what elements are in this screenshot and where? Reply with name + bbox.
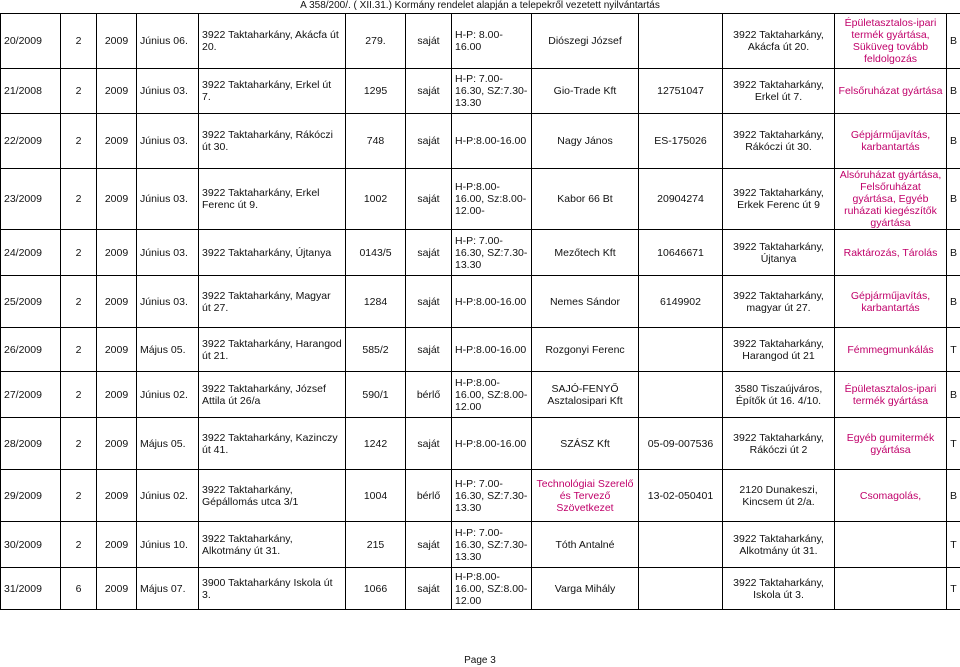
cell-activity: Épületasztalos-ipari termék gyártása xyxy=(835,372,947,418)
cell-status: B xyxy=(947,169,960,230)
cell-status: B xyxy=(947,14,960,69)
cell-activity: Alsóruházat gyártása, Felsőruházat gyártása, Egyéb ruházati kiegészítők gyártása xyxy=(835,169,947,230)
cell-date: Június 03. xyxy=(137,276,199,328)
cell-opening-hours: H-P: 7.00-16.30, SZ:7.30-13.30 xyxy=(452,522,532,568)
cell-site-address: 3922 Taktaharkány, Rákóczi út 30. xyxy=(199,114,346,169)
cell-operator-address: 3922 Taktaharkány, Rákóczi út 2 xyxy=(723,418,835,470)
cell-year: 2009 xyxy=(97,230,137,276)
cell-category: 2 xyxy=(61,372,97,418)
cell-ownership: saját xyxy=(406,69,452,114)
cell-parcel-number: 215 xyxy=(346,522,406,568)
cell-status: T xyxy=(947,568,960,610)
cell-status: B xyxy=(947,372,960,418)
cell-activity xyxy=(835,568,947,610)
cell-registration-number xyxy=(639,568,723,610)
cell-operator-name: Rozgonyi Ferenc xyxy=(532,328,639,372)
cell-operator-address: 3922 Taktaharkány, magyar út 27. xyxy=(723,276,835,328)
cell-opening-hours: H-P: 7.00-16.30, SZ:7.30-13.30 xyxy=(452,69,532,114)
cell-registry-number: 23/2009 xyxy=(1,169,61,230)
cell-operator-name: Technológiai Szerelő és Tervező Szövetkezet xyxy=(532,470,639,522)
cell-opening-hours: H-P: 8.00-16.00 xyxy=(452,14,532,69)
cell-operator-address: 3922 Taktaharkány, Rákóczi út 30. xyxy=(723,114,835,169)
table-row xyxy=(1,69,960,114)
cell-status: T xyxy=(947,418,960,470)
cell-parcel-number: 279. xyxy=(346,14,406,69)
cell-operator-name: Diószegi József xyxy=(532,14,639,69)
table-row xyxy=(1,169,960,230)
cell-parcel-number: 748 xyxy=(346,114,406,169)
cell-operator-name: Gio-Trade Kft xyxy=(532,69,639,114)
cell-ownership: saját xyxy=(406,568,452,610)
cell-registration-number xyxy=(639,522,723,568)
cell-registry-number: 20/2009 xyxy=(1,14,61,69)
cell-year: 2009 xyxy=(97,169,137,230)
cell-ownership: saját xyxy=(406,418,452,470)
cell-registry-number: 26/2009 xyxy=(1,328,61,372)
cell-date: Június 02. xyxy=(137,470,199,522)
cell-opening-hours: H-P:8.00-16.00 xyxy=(452,276,532,328)
cell-opening-hours: H-P: 7.00-16.30, SZ:7.30-13.30 xyxy=(452,470,532,522)
cell-registration-number: 12751047 xyxy=(639,69,723,114)
cell-activity: Fémmegmunkálás xyxy=(835,328,947,372)
cell-date: Május 05. xyxy=(137,418,199,470)
cell-date: Június 02. xyxy=(137,372,199,418)
cell-year: 2009 xyxy=(97,276,137,328)
cell-site-address: 3900 Taktaharkány Iskola út 3. xyxy=(199,568,346,610)
cell-opening-hours: H-P:8.00-16.00 xyxy=(452,114,532,169)
cell-parcel-number: 0143/5 xyxy=(346,230,406,276)
cell-site-address: 3922 Taktaharkány, Magyar út 27. xyxy=(199,276,346,328)
cell-ownership: bérlő xyxy=(406,372,452,418)
cell-opening-hours: H-P: 7.00-16.30, SZ:7.30-13.30 xyxy=(452,230,532,276)
table-row xyxy=(1,372,960,418)
cell-activity: Raktározás, Tárolás xyxy=(835,230,947,276)
cell-opening-hours: H-P:8.00-16.00, Sz:8.00-12.00- xyxy=(452,169,532,230)
cell-ownership: saját xyxy=(406,328,452,372)
cell-parcel-number: 1295 xyxy=(346,69,406,114)
table-row xyxy=(1,418,960,470)
cell-category: 2 xyxy=(61,470,97,522)
cell-date: Június 03. xyxy=(137,69,199,114)
cell-opening-hours: H-P:8.00-16.00 xyxy=(452,328,532,372)
cell-registry-number: 27/2009 xyxy=(1,372,61,418)
cell-site-address: 3922 Taktaharkány, Erkel út 7. xyxy=(199,69,346,114)
cell-year: 2009 xyxy=(97,522,137,568)
cell-status: B xyxy=(947,470,960,522)
cell-registry-number: 21/2008 xyxy=(1,69,61,114)
cell-operator-name: Mezőtech Kft xyxy=(532,230,639,276)
cell-opening-hours: H-P:8.00-16.00 xyxy=(452,418,532,470)
cell-status: B xyxy=(947,230,960,276)
cell-category: 2 xyxy=(61,328,97,372)
cell-opening-hours: H-P:8.00-16.00, SZ:8.00-12.00 xyxy=(452,568,532,610)
cell-site-address: 3922 Taktaharkány, Erkel Ferenc út 9. xyxy=(199,169,346,230)
page-number: Page 3 xyxy=(464,655,496,666)
cell-year: 2009 xyxy=(97,69,137,114)
registry-table xyxy=(0,13,960,610)
cell-category: 2 xyxy=(61,522,97,568)
cell-category: 2 xyxy=(61,69,97,114)
cell-operator-address: 3922 Taktaharkány, Erkek Ferenc út 9 xyxy=(723,169,835,230)
cell-parcel-number: 1004 xyxy=(346,470,406,522)
cell-date: Május 05. xyxy=(137,328,199,372)
cell-year: 2009 xyxy=(97,114,137,169)
table-row xyxy=(1,114,960,169)
cell-operator-name: Tóth Antalné xyxy=(532,522,639,568)
cell-registry-number: 29/2009 xyxy=(1,470,61,522)
cell-operator-address: 3922 Taktaharkány, Erkel út 7. xyxy=(723,69,835,114)
cell-site-address: 3922 Taktaharkány, Gépállomás utca 3/1 xyxy=(199,470,346,522)
cell-activity xyxy=(835,522,947,568)
cell-year: 2009 xyxy=(97,568,137,610)
cell-ownership: saját xyxy=(406,522,452,568)
cell-date: Június 03. xyxy=(137,169,199,230)
cell-registration-number xyxy=(639,372,723,418)
cell-ownership: saját xyxy=(406,14,452,69)
cell-date: Június 10. xyxy=(137,522,199,568)
cell-site-address: 3922 Taktaharkány, Harangod út 21. xyxy=(199,328,346,372)
table-row xyxy=(1,568,960,610)
cell-year: 2009 xyxy=(97,372,137,418)
cell-registration-number: 6149902 xyxy=(639,276,723,328)
cell-ownership: saját xyxy=(406,276,452,328)
cell-category: 2 xyxy=(61,169,97,230)
cell-parcel-number: 1284 xyxy=(346,276,406,328)
cell-operator-address: 3922 Taktaharkány, Harangod út 21 xyxy=(723,328,835,372)
cell-category: 2 xyxy=(61,230,97,276)
cell-date: Május 07. xyxy=(137,568,199,610)
cell-year: 2009 xyxy=(97,14,137,69)
cell-date: Június 06. xyxy=(137,14,199,69)
table-row xyxy=(1,14,960,69)
cell-operator-address: 3922 Taktaharkány, Akácfa út 20. xyxy=(723,14,835,69)
cell-activity: Csomagolás, xyxy=(835,470,947,522)
cell-registration-number xyxy=(639,14,723,69)
cell-status: B xyxy=(947,114,960,169)
cell-registry-number: 24/2009 xyxy=(1,230,61,276)
cell-status: T xyxy=(947,522,960,568)
cell-operator-name: Nagy János xyxy=(532,114,639,169)
cell-registration-number: ES-175026 xyxy=(639,114,723,169)
document-title: A 358/200/. ( XII.31.) Kormány rendelet alapján a telepekről vezetett nyilvántartás xyxy=(300,0,660,11)
cell-category: 2 xyxy=(61,114,97,169)
cell-operator-address: 3922 Taktaharkány, Alkotmány út 31. xyxy=(723,522,835,568)
cell-registry-number: 30/2009 xyxy=(1,522,61,568)
cell-year: 2009 xyxy=(97,328,137,372)
cell-operator-address: 3922 Taktaharkány, Újtanya xyxy=(723,230,835,276)
cell-operator-address: 3580 Tiszaújváros, Építők út 16. 4/10. xyxy=(723,372,835,418)
cell-operator-name: Nemes Sándor xyxy=(532,276,639,328)
cell-parcel-number: 585/2 xyxy=(346,328,406,372)
table-row xyxy=(1,470,960,522)
cell-site-address: 3922 Taktaharkány, Újtanya xyxy=(199,230,346,276)
cell-operator-name: Kabor 66 Bt xyxy=(532,169,639,230)
cell-status: B xyxy=(947,69,960,114)
cell-registration-number: 10646671 xyxy=(639,230,723,276)
cell-opening-hours: H-P:8.00-16.00, SZ:8.00-12.00 xyxy=(452,372,532,418)
cell-site-address: 3922 Taktaharkány, Alkotmány út 31. xyxy=(199,522,346,568)
cell-operator-address: 3922 Taktaharkány, Iskola út 3. xyxy=(723,568,835,610)
cell-status: T xyxy=(947,328,960,372)
cell-ownership: saját xyxy=(406,114,452,169)
cell-ownership: saját xyxy=(406,169,452,230)
cell-category: 2 xyxy=(61,14,97,69)
cell-registration-number xyxy=(639,328,723,372)
cell-date: Június 03. xyxy=(137,114,199,169)
cell-parcel-number: 1066 xyxy=(346,568,406,610)
cell-parcel-number: 590/1 xyxy=(346,372,406,418)
cell-year: 2009 xyxy=(97,418,137,470)
cell-ownership: saját xyxy=(406,230,452,276)
cell-ownership: bérlő xyxy=(406,470,452,522)
cell-registry-number: 31/2009 xyxy=(1,568,61,610)
table-row xyxy=(1,328,960,372)
cell-activity: Épületasztalos-ipari termék gyártása, Süküveg tovább feldolgozás xyxy=(835,14,947,69)
cell-status: B xyxy=(947,276,960,328)
table-row xyxy=(1,276,960,328)
cell-date: Június 03. xyxy=(137,230,199,276)
cell-registry-number: 22/2009 xyxy=(1,114,61,169)
cell-parcel-number: 1242 xyxy=(346,418,406,470)
cell-operator-name: SZÁSZ Kft xyxy=(532,418,639,470)
cell-operator-name: SAJÓ-FENYŐ Asztalosipari Kft xyxy=(532,372,639,418)
cell-year: 2009 xyxy=(97,470,137,522)
cell-parcel-number: 1002 xyxy=(346,169,406,230)
cell-operator-name: Varga Mihály xyxy=(532,568,639,610)
table-row xyxy=(1,522,960,568)
cell-category: 2 xyxy=(61,276,97,328)
cell-activity: Egyéb gumitermék gyártása xyxy=(835,418,947,470)
cell-operator-address: 2120 Dunakeszi, Kincsem út 2/a. xyxy=(723,470,835,522)
cell-activity: Felsőruházat gyártása xyxy=(835,69,947,114)
cell-category: 2 xyxy=(61,418,97,470)
cell-registry-number: 28/2009 xyxy=(1,418,61,470)
cell-registry-number: 25/2009 xyxy=(1,276,61,328)
cell-registration-number: 05-09-007536 xyxy=(639,418,723,470)
cell-category: 6 xyxy=(61,568,97,610)
cell-activity: Gépjárműjavítás, karbantartás xyxy=(835,114,947,169)
cell-activity: Gépjárműjavítás, karbantartás xyxy=(835,276,947,328)
table-row xyxy=(1,230,960,276)
cell-site-address: 3922 Taktaharkány, Kazinczy út 41. xyxy=(199,418,346,470)
cell-registration-number: 13-02-050401 xyxy=(639,470,723,522)
cell-registration-number: 20904274 xyxy=(639,169,723,230)
cell-site-address: 3922 Taktaharkány, Akácfa út 20. xyxy=(199,14,346,69)
cell-site-address: 3922 Taktaharkány, József Attila út 26/a xyxy=(199,372,346,418)
